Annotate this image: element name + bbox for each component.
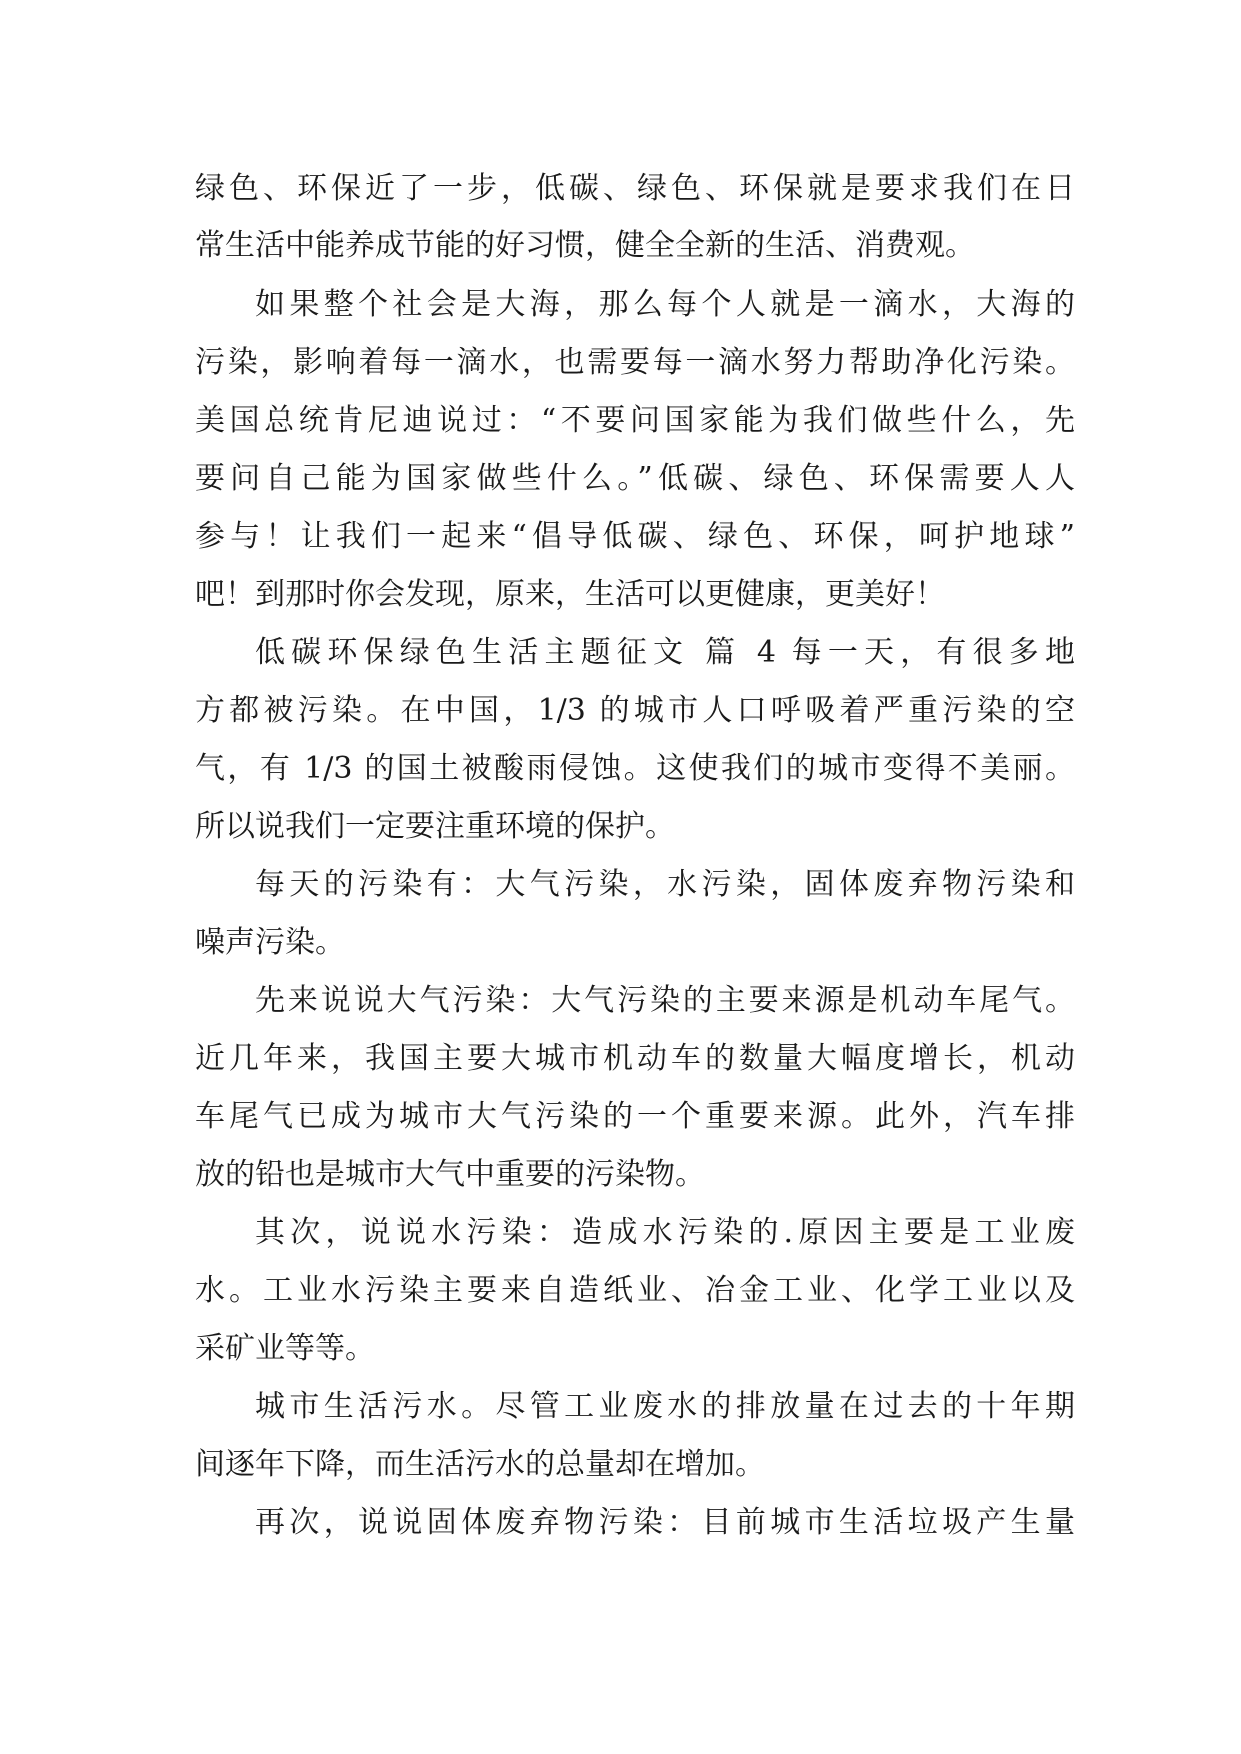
text-line: 放的铅也是城市大气中重要的污染物。 — [195, 1157, 705, 1192]
text-line: 每天的污染有：大气污染，水污染，固体废弃物污染和 — [255, 867, 1075, 902]
text-line: 车尾气已成为城市大气污染的一个重要来源。此外，汽车排 — [195, 1099, 1075, 1134]
text-line: 近几年来，我国主要大城市机动车的数量大幅度增长，机动 — [195, 1041, 1075, 1076]
text-line: 噪声污染。 — [195, 925, 345, 960]
text-line: 先来说说大气污染：大气污染的主要来源是机动车尾气。 — [255, 983, 1075, 1018]
text-line: 常生活中能养成节能的好习惯，健全全新的生活、消费观。 — [195, 228, 975, 263]
text-line: 城市生活污水。尽管工业废水的排放量在过去的十年期 — [255, 1389, 1075, 1424]
text-line: 间逐年下降，而生活污水的总量却在增加。 — [195, 1447, 765, 1482]
text-line: 污染，影响着每一滴水，也需要每一滴水努力帮助净化污染。 — [195, 345, 1075, 380]
text-line: 其次，说说水污染：造成水污染的.原因主要是工业废 — [255, 1215, 1075, 1250]
text-line: 所以说我们一定要注重环境的保护。 — [195, 809, 675, 844]
text-line: 再次，说说固体废弃物污染：目前城市生活垃圾产生量 — [255, 1505, 1075, 1540]
text-line: 采矿业等等。 — [195, 1331, 375, 1366]
text-line: 吧！到那时你会发现，原来，生活可以更健康，更美好！ — [195, 577, 945, 612]
text-line: 美国总统肯尼迪说过：“不要问国家能为我们做些什么，先 — [195, 403, 1075, 438]
text-line: 参与！让我们一起来“倡导低碳、绿色、环保，呵护地球” — [195, 519, 1075, 554]
text-line: 绿色、环保近了一步，低碳、绿色、环保就是要求我们在日 — [195, 171, 1075, 206]
text-line: 如果整个社会是大海，那么每个人就是一滴水，大海的 — [255, 287, 1075, 322]
text-line: 低碳环保绿色生活主题征文 篇 4 每一天，有很多地 — [255, 635, 1075, 670]
text-line: 气，有 1/3 的国土被酸雨侵蚀。这使我们的城市变得不美丽。 — [195, 751, 1075, 786]
text-line: 要问自己能为国家做些什么。”低碳、绿色、环保需要人人 — [195, 461, 1075, 496]
text-line: 水。工业水污染主要来自造纸业、冶金工业、化学工业以及 — [195, 1273, 1075, 1308]
text-line: 方都被污染。在中国，1/3 的城市人口呼吸着严重污染的空 — [195, 693, 1075, 728]
